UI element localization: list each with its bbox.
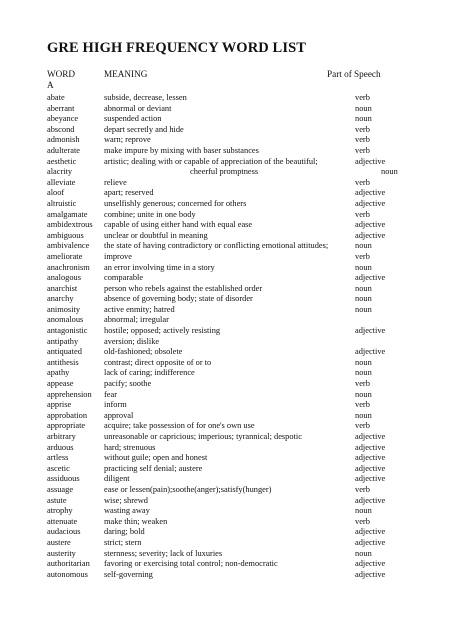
word-term: ascetic (47, 463, 70, 473)
word-term: approbation (47, 410, 88, 420)
word-meaning: inform (104, 400, 127, 410)
word-term: aberrant (47, 103, 75, 113)
word-part-of-speech: verb (355, 145, 370, 155)
word-meaning: subside, decrease, lessen (104, 93, 187, 102)
word-meaning: make impure by mixing with baser substances (104, 145, 259, 155)
word-row (0, 167, 474, 178)
word-row (0, 570, 474, 581)
word-term: antiquated (47, 347, 82, 357)
word-row (0, 496, 474, 507)
word-part-of-speech: noun (355, 114, 372, 124)
word-row (0, 506, 474, 517)
word-term: appease (47, 379, 74, 389)
word-row (0, 305, 474, 316)
word-meaning: unselfishly generous; concerned for others (104, 198, 247, 208)
word-term: anarchist (47, 283, 78, 293)
word-term: aloof (47, 188, 65, 198)
word-part-of-speech: verb (355, 124, 370, 134)
word-row (0, 538, 474, 549)
word-term: adulterate (47, 145, 81, 155)
word-term: austere (47, 537, 71, 547)
word-part-of-speech: noun (355, 262, 372, 272)
word-part-of-speech: verb (355, 177, 370, 187)
word-row (0, 104, 474, 115)
word-row (0, 252, 474, 263)
word-part-of-speech: verb (355, 135, 370, 145)
word-meaning: absence of governing body; state of disorder (104, 294, 253, 304)
word-part-of-speech: verb (355, 209, 370, 219)
word-meaning: the state of having contradictory or conflicting emotional attitudes; (104, 241, 329, 251)
word-part-of-speech: noun (355, 103, 372, 113)
word-meaning: sternness; severity; lack of luxuries (104, 548, 223, 558)
word-part-of-speech: adjective (355, 347, 386, 357)
word-row (0, 485, 474, 496)
word-row (0, 549, 474, 560)
word-meaning: practicing self denial; austere (104, 463, 203, 473)
word-part-of-speech: adjective (355, 220, 386, 230)
word-row (0, 263, 474, 274)
word-term: amalgamate (47, 209, 88, 219)
word-meaning: depart secretly and hide (104, 124, 184, 134)
word-meaning: artistic; dealing with or capable of appreciation of the beautiful; (104, 156, 318, 166)
word-row (0, 178, 474, 189)
word-meaning: without guile; open and honest (104, 453, 208, 463)
word-row (0, 390, 474, 401)
word-row (0, 188, 474, 199)
word-term: authoritarian (47, 559, 90, 569)
word-meaning: capable of using either hand with equal ease (104, 220, 253, 230)
word-term: appropriate (47, 421, 86, 431)
word-term: autonomous (47, 569, 88, 579)
word-row (0, 411, 474, 422)
word-part-of-speech: noun (355, 548, 372, 558)
word-meaning: hard; strenuous (104, 442, 156, 452)
word-part-of-speech: adjective (355, 463, 386, 473)
word-row (0, 464, 474, 475)
word-meaning: combine; unite in one body (104, 209, 196, 219)
word-row (0, 443, 474, 454)
word-row (0, 517, 474, 528)
word-row (0, 241, 474, 252)
word-term: antagonistic (47, 326, 88, 336)
word-part-of-speech: verb (355, 93, 370, 102)
word-part-of-speech: adjective (355, 156, 386, 166)
word-part-of-speech: noun (381, 167, 398, 177)
word-meaning: relieve (104, 177, 127, 187)
word-term: assiduous (47, 474, 80, 484)
word-meaning: old-fashioned; obsolete (104, 347, 183, 357)
word-part-of-speech: adjective (355, 273, 386, 283)
word-row (0, 135, 474, 146)
word-meaning: wasting away (104, 506, 150, 516)
word-term: abeyance (47, 114, 79, 124)
word-term: altruistic (47, 198, 77, 208)
word-part-of-speech: adjective (355, 188, 386, 198)
word-meaning: person who rebels against the established order (104, 283, 263, 293)
word-meaning: hostile; opposed; actively resisting (104, 326, 221, 336)
word-meaning: unclear or doubtful in meaning (104, 230, 208, 240)
word-term: arduous (47, 442, 74, 452)
part-of-speech-column-header: Part of Speech (327, 69, 381, 79)
word-meaning: abnormal; irregular (104, 315, 169, 325)
word-part-of-speech: adjective (355, 432, 386, 441)
word-part-of-speech: noun (355, 304, 372, 314)
word-part-of-speech: adjective (355, 198, 386, 208)
word-meaning: favoring or exercising total control; non-democratic (104, 559, 278, 569)
word-row (0, 210, 474, 221)
word-part-of-speech: verb (355, 400, 370, 410)
word-row (0, 347, 474, 358)
word-meaning: lack of caring; indifference (104, 368, 195, 378)
word-meaning: cheerful promptness (190, 167, 259, 177)
word-meaning: make thin; weaken (104, 516, 168, 526)
word-term: ambidextrous (47, 220, 93, 230)
word-term: animosity (47, 304, 81, 314)
word-part-of-speech: noun (355, 410, 372, 420)
word-row (0, 474, 474, 485)
word-row (0, 400, 474, 411)
word-row (0, 146, 474, 157)
word-row (0, 93, 474, 104)
word-meaning: self-governing (104, 569, 153, 579)
word-part-of-speech: verb (355, 421, 370, 431)
word-part-of-speech: adjective (355, 569, 386, 579)
word-part-of-speech: verb (355, 379, 370, 389)
word-meaning: diligent (104, 474, 130, 484)
word-part-of-speech: noun (355, 357, 372, 367)
word-part-of-speech: adjective (355, 537, 386, 547)
word-list (0, 93, 474, 580)
word-row (0, 326, 474, 337)
word-term: assuage (47, 484, 74, 494)
word-term: artless (47, 453, 69, 463)
word-row (0, 284, 474, 295)
meaning-column-header: MEANING (104, 69, 148, 79)
word-meaning: contrast; direct opposite of or to (104, 357, 212, 367)
word-part-of-speech: verb (355, 516, 370, 526)
word-row (0, 421, 474, 432)
word-part-of-speech: adjective (355, 474, 386, 484)
word-term: atrophy (47, 506, 73, 516)
word-part-of-speech: noun (355, 283, 372, 293)
word-term: abate (47, 93, 65, 102)
word-term: abscond (47, 124, 75, 134)
word-row (0, 337, 474, 348)
word-term: anachronism (47, 262, 90, 272)
word-column-header: WORD (47, 69, 76, 79)
word-meaning: warn; reprove (104, 135, 151, 145)
word-row (0, 527, 474, 538)
word-row (0, 199, 474, 210)
word-part-of-speech: adjective (355, 559, 386, 569)
word-row (0, 220, 474, 231)
word-term: audacious (47, 527, 81, 537)
word-term: astute (47, 495, 67, 505)
word-term: analogous (47, 273, 81, 283)
word-row (0, 114, 474, 125)
word-meaning: an error involving time in a story (104, 262, 215, 272)
word-meaning: active enmity; hatred (104, 304, 175, 314)
word-row (0, 315, 474, 326)
word-meaning: comparable (104, 273, 144, 283)
word-term: anomalous (47, 315, 84, 325)
word-term: ambiguous (47, 230, 84, 240)
word-row (0, 157, 474, 168)
word-term: apathy (47, 368, 70, 378)
word-term: ameliorate (47, 251, 83, 261)
word-part-of-speech: adjective (355, 527, 386, 537)
word-part-of-speech: noun (355, 294, 372, 304)
word-row (0, 358, 474, 369)
word-row (0, 453, 474, 464)
section-letter: A (47, 80, 54, 90)
word-part-of-speech: verb (355, 251, 370, 261)
word-part-of-speech: noun (355, 389, 372, 399)
word-meaning: acquire; take possession of for one's own use (104, 421, 255, 431)
word-term: antipathy (47, 336, 79, 346)
word-part-of-speech: verb (355, 484, 370, 494)
word-row (0, 294, 474, 305)
word-term: antithesis (47, 357, 79, 367)
word-part-of-speech: adjective (355, 442, 386, 452)
word-meaning: abnormal or deviant (104, 103, 172, 113)
document-title: GRE HIGH FREQUENCY WORD LIST (47, 40, 307, 56)
word-part-of-speech: noun (355, 368, 372, 378)
word-meaning: pacify; soothe (104, 379, 152, 389)
word-meaning: improve (104, 251, 132, 261)
word-row (0, 559, 474, 570)
word-row (0, 379, 474, 390)
word-meaning: strict; stern (104, 537, 142, 547)
word-meaning: daring; bold (104, 527, 145, 537)
word-meaning: apart; reserved (104, 188, 154, 198)
word-term: alacrity (47, 167, 73, 177)
word-row (0, 368, 474, 379)
word-part-of-speech: adjective (355, 495, 386, 505)
word-term: admonish (47, 135, 80, 145)
word-term: apprehension (47, 389, 92, 399)
word-term: austerity (47, 548, 76, 558)
word-term: anarchy (47, 294, 74, 304)
word-term: aesthetic (47, 156, 77, 166)
word-part-of-speech: noun (355, 241, 372, 251)
word-term: apprise (47, 400, 72, 410)
word-row (0, 432, 474, 443)
word-meaning: ease or lessen(pain);soothe(anger);satisfy(hunger) (104, 484, 272, 494)
word-part-of-speech: adjective (355, 326, 386, 336)
word-row (0, 125, 474, 136)
word-term: ambivalence (47, 241, 90, 251)
word-part-of-speech: adjective (355, 230, 386, 240)
word-meaning: approval (104, 410, 134, 420)
word-meaning: fear (104, 389, 118, 399)
word-term: arbitrary (47, 432, 76, 441)
word-part-of-speech: adjective (355, 453, 386, 463)
word-part-of-speech: noun (355, 506, 372, 516)
word-meaning: wise; shrewd (104, 495, 148, 505)
word-meaning: unreasonable or capricious; imperious; tyrannical; despotic (104, 432, 302, 441)
word-term: attenuate (47, 516, 78, 526)
word-row (0, 231, 474, 242)
word-term: alleviate (47, 177, 76, 187)
word-row (0, 273, 474, 284)
word-meaning: suspended action (104, 114, 162, 124)
word-meaning: aversion; dislike (104, 336, 160, 346)
